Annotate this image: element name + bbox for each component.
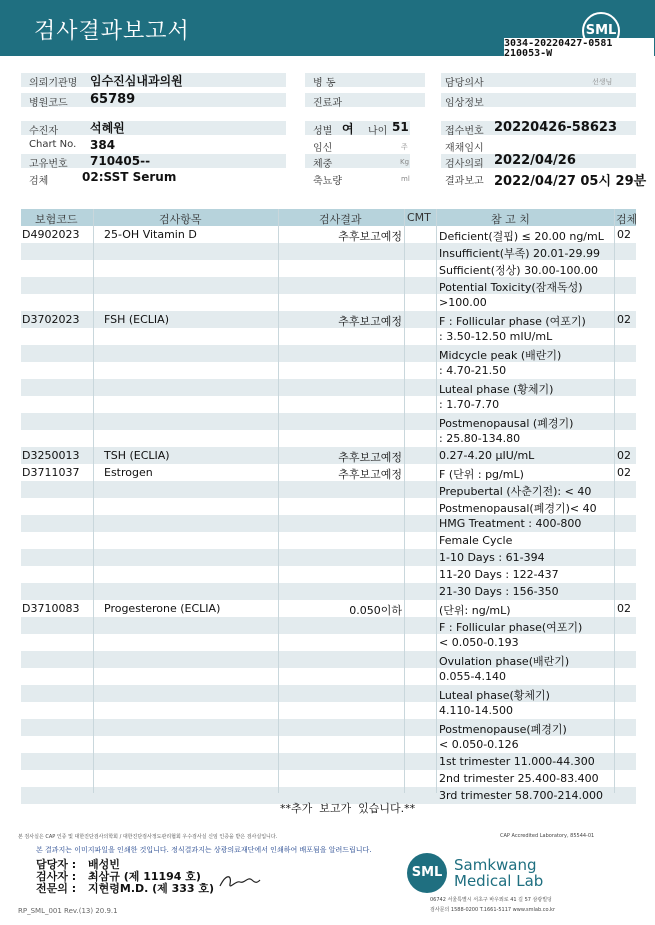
table-row	[21, 294, 636, 311]
test-code: D4902023	[22, 228, 80, 241]
test-code: D3250013	[22, 449, 80, 462]
table-row	[21, 719, 636, 736]
col-result-header: 검사결과	[319, 213, 362, 226]
manager-name: 배성빈	[88, 858, 120, 871]
table-row	[21, 685, 636, 702]
specimen-value: 02:SST Serum	[82, 170, 177, 184]
test-result: 추후보고예정	[338, 315, 402, 328]
brand-name	[454, 857, 543, 889]
reference-range: Postmenopausal(폐경기)< 40	[439, 502, 597, 515]
accreditation-note: 본 검사실은 CAP 인증 및 대한진단검사의학회 / 대한진단검사정도관리협회 우수검사실 신임 인증을 받은 검사실입니다.	[18, 834, 278, 840]
table-row	[21, 345, 636, 362]
report-value: 2022/04/27 05시 29분	[494, 174, 647, 189]
table-row	[21, 532, 636, 549]
test-item: Estrogen	[104, 466, 153, 479]
patient-value: 석혜원	[90, 121, 125, 135]
table-row	[21, 651, 636, 668]
results-table-body	[21, 226, 636, 804]
urine-unit: ml	[401, 175, 410, 183]
col-specimen-header: 검체	[616, 213, 638, 226]
table-row	[21, 277, 636, 294]
test-result: 0.050이하	[349, 604, 402, 617]
preg-label: 임신	[313, 143, 333, 154]
table-row	[21, 668, 636, 685]
reference-range: F : Follicular phase (여포기)	[439, 315, 586, 328]
reference-range: Deficient(결핍) ≤ 20.00 ng/mL	[439, 230, 604, 243]
doctor-label: 담당의사	[445, 78, 484, 89]
recollect-label: 재채임시	[445, 143, 484, 154]
reference-range: 1-10 Days : 61-394	[439, 551, 545, 564]
table-row	[21, 243, 636, 260]
table-row	[21, 379, 636, 396]
preg-unit: 주	[401, 143, 408, 151]
table-row	[21, 515, 636, 532]
test-result: 추후보고예정	[338, 468, 402, 481]
tester-name: 최삼규 (제 11194 호)	[88, 870, 201, 883]
chart-label: Chart No.	[29, 139, 77, 150]
reference-range: Potential Toxicity(잠재독성)	[439, 281, 583, 294]
weight-unit: Kg	[400, 158, 410, 166]
reference-range: : 4.70-21.50	[439, 364, 507, 377]
lab-address: 06742 서울특별시 서초구 바우뫼로 41 길 57 삼광빌딩	[430, 897, 552, 903]
table-row	[21, 396, 636, 413]
col-item-header: 검사항목	[159, 213, 202, 226]
test-item: Progesterone (ECLIA)	[104, 602, 221, 615]
specialist-name: 지현령M.D. (제 333 호)	[88, 882, 215, 895]
table-row	[21, 617, 636, 634]
sex-value: 여	[342, 122, 354, 136]
report-label: 결과보고	[445, 176, 484, 187]
document-number	[504, 38, 654, 60]
specimen-code: 02	[617, 466, 631, 479]
reference-range: Insufficient(부족) 20.01-29.99	[439, 247, 600, 260]
sml-logo-icon	[407, 853, 447, 893]
chart-value: 384	[90, 138, 116, 152]
specialist-label: 전문의 :	[36, 882, 77, 895]
receipt-label: 접수번호	[445, 126, 484, 137]
table-row	[21, 770, 636, 787]
brand-line-1: Samkwang	[454, 856, 537, 874]
ward-label: 병 동	[313, 78, 336, 89]
col-cmt-header: CMT	[407, 211, 431, 224]
col-ref-header: 참 고 치	[491, 213, 530, 226]
test-item: 25-OH Vitamin D	[104, 228, 197, 241]
table-row	[21, 549, 636, 566]
table-row	[21, 481, 636, 498]
table-row	[21, 583, 636, 600]
reference-range: Postmenopausal (폐경기)	[439, 417, 574, 430]
col-code-header: 보험코드	[35, 213, 78, 226]
test-item: FSH (ECLIA)	[104, 313, 169, 326]
table-row	[21, 566, 636, 583]
column-divider	[278, 209, 279, 793]
table-row	[21, 600, 636, 617]
table-row	[21, 362, 636, 379]
test-result: 추후보고예정	[338, 230, 402, 243]
reference-range: HMG Treatment : 400-800	[439, 517, 582, 530]
request-value: 2022/04/26	[494, 153, 576, 168]
specimen-code: 02	[617, 313, 631, 326]
reference-range: 3rd trimester 58.700-214.000	[439, 789, 603, 802]
reference-range: Luteal phase(황체기)	[439, 689, 550, 702]
reference-range: 0.055-4.140	[439, 670, 506, 683]
weight-label: 체중	[313, 159, 333, 170]
patient-label: 수진자	[29, 126, 58, 137]
hospital-code-label: 병원코드	[29, 98, 68, 109]
manager-label: 담당자 :	[36, 858, 77, 871]
column-divider	[93, 209, 94, 793]
table-row	[21, 447, 636, 464]
reference-range: (단위: ng/mL)	[439, 604, 511, 617]
report-title: 검사결과보고서	[34, 19, 190, 44]
age-label: 나이	[368, 126, 388, 137]
id-label: 고유번호	[29, 159, 68, 170]
table-row	[21, 464, 636, 481]
reference-range: 2nd trimester 25.400-83.400	[439, 772, 599, 785]
reference-range: : 1.70-7.70	[439, 398, 500, 411]
reference-range: F : Follicular phase(여포기)	[439, 621, 583, 634]
reference-range: Postmenopause(폐경기)	[439, 723, 567, 736]
lab-contact: 검사문의 1588-0200 T.1661-5117 www.smlab.co.kr	[430, 907, 555, 913]
reference-range: 4.110-14.500	[439, 704, 513, 717]
reference-range: 21-30 Days : 156-350	[439, 585, 559, 598]
table-row	[21, 753, 636, 770]
doctor-value: 선생님	[592, 78, 613, 86]
column-divider	[436, 209, 437, 793]
test-item: TSH (ECLIA)	[104, 449, 170, 462]
specimen-label: 검체	[29, 176, 49, 187]
table-row	[21, 328, 636, 345]
reference-range: >100.00	[439, 296, 487, 309]
info-band	[21, 121, 286, 135]
reference-range: : 25.80-134.80	[439, 432, 521, 445]
age-value: 51	[392, 120, 409, 134]
document-number-line-1: 3034-20220427-0581	[504, 38, 613, 49]
table-row	[21, 311, 636, 328]
hospital-code-value: 65789	[90, 92, 136, 107]
dept-label: 진료과	[313, 98, 342, 109]
signature-icon	[218, 870, 262, 892]
document-number-line-2: 210053-W	[504, 48, 553, 59]
cap-accreditation: CAP Accredited Laboratory, 85544-01	[500, 833, 595, 839]
brand-line-2: Medical Lab	[454, 872, 544, 890]
reference-range: Prepubertal (사춘기전): < 40	[439, 485, 592, 498]
reference-range: Luteal phase (황체기)	[439, 383, 554, 396]
table-row	[21, 498, 636, 515]
request-label: 검사의뢰	[445, 159, 484, 170]
sex-label: 성별	[313, 126, 333, 137]
table-row	[21, 430, 636, 447]
table-row	[21, 260, 636, 277]
reference-range: Sufficient(정상) 30.00-100.00	[439, 264, 599, 277]
reference-range: F (단위 : pg/mL)	[439, 468, 524, 481]
additional-report-note: **추가 보고가 있습니다.**	[280, 802, 416, 815]
reference-range: < 0.050-0.126	[439, 738, 519, 751]
id-value: 710405--	[90, 154, 151, 168]
reference-range: : 3.50-12.50 mIU/mL	[439, 330, 553, 343]
table-row	[21, 634, 636, 651]
column-divider	[614, 209, 615, 793]
logo-text: SML	[411, 865, 443, 880]
results-table-header	[21, 209, 636, 226]
reference-range: 0.27-4.20 μIU/mL	[439, 449, 535, 462]
urine-label: 축뇨량	[313, 176, 342, 187]
receipt-value: 20220426-58623	[494, 120, 617, 135]
reference-range: Female Cycle	[439, 534, 513, 547]
table-row	[21, 226, 636, 243]
clinical-label: 임상정보	[445, 98, 484, 109]
test-code: D3711037	[22, 466, 80, 479]
test-code: D3710083	[22, 602, 80, 615]
specimen-code: 02	[617, 602, 631, 615]
reference-range: < 0.050-0.193	[439, 636, 519, 649]
institution-label: 의뢰기관명	[29, 78, 78, 89]
specimen-code: 02	[617, 228, 631, 241]
table-row	[21, 702, 636, 719]
logo-text: SML	[585, 23, 617, 38]
reference-range: Ovulation phase(배란기)	[439, 655, 570, 668]
reference-range: 11-20 Days : 122-437	[439, 568, 559, 581]
tester-label: 검사자 :	[36, 870, 77, 883]
test-code: D3702023	[22, 313, 80, 326]
form-number: RP_SML_001 Rev.(13) 20.9.1	[18, 907, 118, 915]
institution-value: 임수진심내과의원	[90, 74, 183, 88]
reference-range: Midcycle peak (배란기)	[439, 349, 562, 362]
table-row	[21, 413, 636, 430]
test-result: 추후보고예정	[338, 451, 402, 464]
column-divider	[404, 209, 405, 793]
print-notice: 본 결과지는 이미지파일을 인쇄한 것입니다. 정식결과지는 상광의료재단에서 인쇄하여 배포됨을 알려드립니다.	[36, 846, 372, 854]
reference-range: 1st trimester 11.000-44.300	[439, 755, 595, 768]
specimen-code: 02	[617, 449, 631, 462]
table-row	[21, 736, 636, 753]
